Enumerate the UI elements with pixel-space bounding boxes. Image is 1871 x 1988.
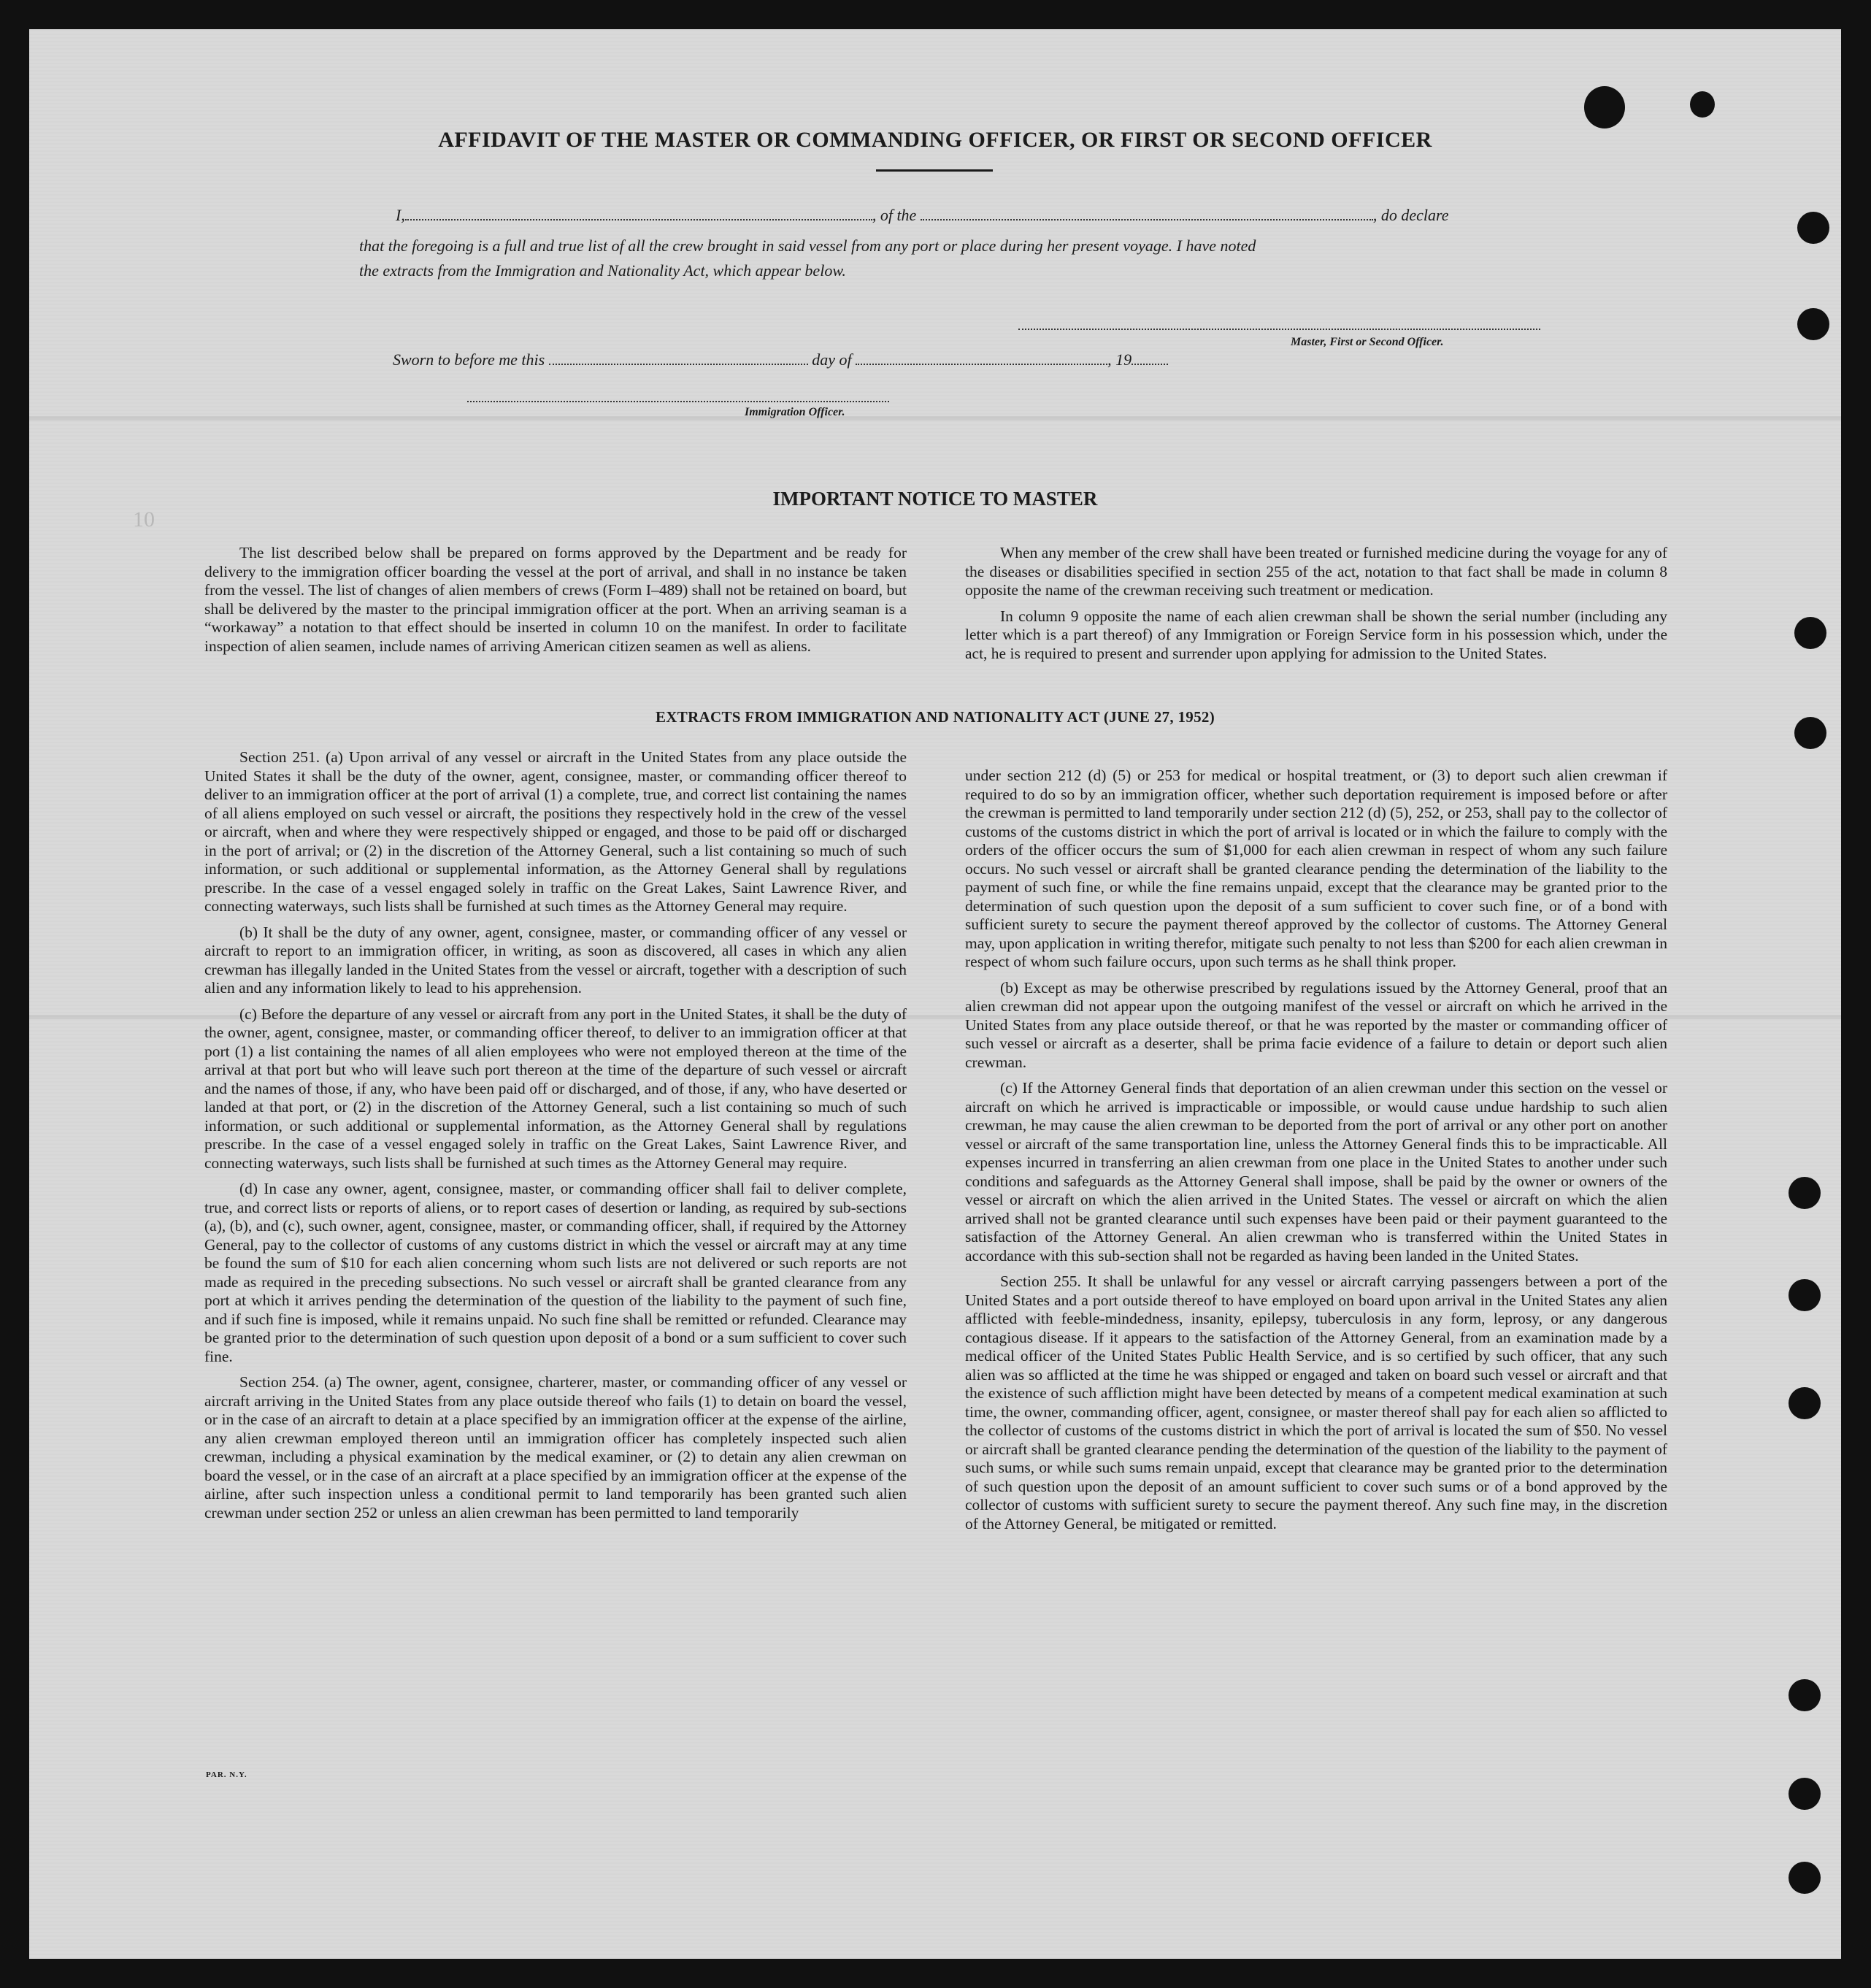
punch-hole bbox=[1797, 308, 1829, 340]
name-blank bbox=[405, 206, 872, 220]
notice-title: IMPORTANT NOTICE TO MASTER bbox=[772, 488, 1098, 510]
declaration-i: I, bbox=[396, 206, 405, 224]
declaration-line-2: that the foregoing is a full and true list of all the crew brought in said vessel from any port or place during her present voyage. I have noted bbox=[359, 237, 1256, 255]
statute-paragraph: (d) In case any owner, agent, consignee, master, or commanding officer shall fail to deliver complete, true, and correct lists or reports of aliens, or to report cases of desertion or landing, as required by sub-sections (a), (b), and (c), such owner, agent, consignee, master, or commanding officer, shall, if required by the Attorney General, pay to the collector of customs of any customs district in which the vessel or aircraft may at any time be found the sum of $10 for each alien concerning whom such lists are not delivered or such reports are not made as required in the preceding subsections. No such vessel or aircraft shall be granted clearance from any port at which it arrives pending the determination of the question of the liability to the payment of such fine, and if such fine is imposed, while it remains unpaid. No such fine shall be remitted or refunded. Clearance may be granted prior to the determination of such question upon deposit of a bond or a sum sufficient to cover such fine. bbox=[204, 1180, 907, 1365]
statute-paragraph: under section 212 (d) (5) or 253 for medical or hospital treatment, or (3) to deport such alien crewman if required to do so by an immigration officer, whether such deportation requirement is imposed before or after the crewman is permitted to land temporarily under section 212 (d) (5), 252, or 253, shall pay to the collector of customs of the customs district in which the port of arrival is located or in which the failure to comply with the orders of the officer occurs the sum of $1,000 for each alien crewman in respect of whom any such failure occurs. No such vessel or aircraft shall be granted clearance pending the determination of the liability to the payment of such fine, or while the fine remains unpaid, except that the clearance may be granted prior to the determination of such question upon the deposit of a sum sufficient to cover such fine, or of a bond with sufficient surety to secure the payment thereof approved by the collector of customs. The Attorney General may, upon application in writing therefor, mitigate such penalty to not less than $200 for each alien crewman in respect of whom such failure occurs, upon such terms as he shall think proper. bbox=[965, 767, 1667, 970]
extracts-right-column bbox=[965, 767, 1667, 1540]
vessel-blank bbox=[921, 206, 1373, 220]
title-rule bbox=[876, 169, 993, 172]
notice-right-column bbox=[965, 544, 1667, 670]
punch-hole bbox=[1789, 1862, 1821, 1894]
declaration-line-1 bbox=[396, 206, 1448, 225]
notice-paragraph: When any member of the crew shall have been treated or furnished medicine during the voyage for any of the diseases or disabilities specified in section 255 of the act, notation to that fact shall be made in column 8 opposite the name of the crewman receiving such treatment or medication. bbox=[965, 544, 1667, 599]
sworn-date-blank bbox=[549, 350, 808, 365]
fold-crease bbox=[29, 416, 1841, 421]
statute-paragraph: Section 255. It shall be unlawful for any vessel or aircraft carrying passengers between a port of the United States and a port outside thereof to have employed on board upon arrival in the United States any alien afflicted with feeble-mindedness, insanity, epilepsy, tuberculosis in any form, leprosy, or any dangerous contagious disease. If it appears to the satisfaction of the Attorney General, from an examination made by a medical officer of the United States Public Health Service, and is so certified by such officer, that any such alien was so afflicted at the time he was shipped or engaged and taken on board such vessel or aircraft and that the existence of such affliction might have been detected by means of a competent medical examination at such time, the owner, commanding officer, agent, consignee, or master thereof shall pay for each alien so afflicted to the collector of customs of the customs district in which the port of arrival is located the sum of $50. No vessel or aircraft shall be granted clearance pending the determination of the question of the liability to the payment of such sums, or while such sums remain unpaid, except that clearance may be granted prior to the determination of such question upon the deposit of an amount sufficient to cover such sums or of a bond approved by the collector of customs with sufficient surety to secure the payment thereof. Any such fine may, in the discretion of the Attorney General, be mitigated or remitted. bbox=[965, 1273, 1667, 1532]
statute-paragraph: Section 251. (a) Upon arrival of any vessel or aircraft in the United States from any place outside the United States it shall be the duty of the owner, agent, consignee, master, or commanding officer thereof to deliver to an immigration officer at the port of arrival (1) a complete, true, and correct list containing the names of all aliens employed on such vessel or aircraft, the positions they respectively hold in the crew of the vessel or aircraft, when and where they were respectively shipped or engaged, and those to be paid off or discharged in the port of arrival; or (2) in the discretion of the Attorney General, such a list containing so much of such information, or such additional or supplemental information, as the Attorney General shall by regulations prescribe. In the case of a vessel engaged solely in traffic on the Great Lakes, Saint Lawrence River, and connecting waterways, such lists shall be furnished at such times as the Attorney General may require. bbox=[204, 748, 907, 915]
extracts-title: EXTRACTS FROM IMMIGRATION AND NATIONALITY ACT (JUNE 27, 1952) bbox=[656, 708, 1215, 726]
punch-hole bbox=[1789, 1387, 1821, 1419]
punch-hole bbox=[1789, 1778, 1821, 1810]
statute-paragraph: (c) If the Attorney General finds that deportation of an alien crewman under this section on the vessel or aircraft on which he arrived is impracticable or impossible, or would cause undue hardship to such alien crewman, he may cause the alien crewman to be deported from the port of arrival or any other port on another vessel or aircraft of the same transportation line, unless the Attorney General finds this to be impracticable. All expenses incurred in transferring an alien crewman from one place in the United States to another under such conditions and safeguards as the Attorney General shall impose, shall be paid by the owner or owners of the vessel or aircraft on which the alien arrived in the United States. The vessel or aircraft on which the alien arrived shall not be granted clearance until such expenses have been paid or their payment guaranteed to the satisfaction of the Attorney General. An alien crewman who is transferred within the United States in accordance with this sub-section shall not be regarded as having been landed in the United States. bbox=[965, 1079, 1667, 1264]
statute-paragraph: (b) It shall be the duty of any owner, agent, consignee, master, or commanding officer of any vessel or aircraft to report to an immigration officer, in writing, as soon as discovered, all cases in which any alien crewman has illegally landed in the United States from the vessel or aircraft, together with a description of such alien and any information likely to lead to his apprehension. bbox=[204, 923, 907, 997]
punch-hole bbox=[1789, 1177, 1821, 1209]
ink-blot bbox=[1690, 91, 1715, 118]
extracts-left-column bbox=[204, 748, 907, 1530]
statute-paragraph: Section 254. (a) The owner, agent, consignee, charterer, master, or commanding officer of any vessel or aircraft arriving in the United States from any place outside thereof who fails (1) to detain on board the vessel, or in the case of an aircraft to detain at a place specified by an immigration officer at the expense of the airline, any alien crewman employed thereon until an immigration officer has completely inspected such alien crewman, including a physical examination by the medical examiner, or (2) to detain any alien crewman on board the vessel, or in the case of an aircraft at a place specified by an immigration officer at the expense of the airline, after such inspection unless a conditional permit to land temporarily has been granted such alien crewman under section 252 or unless an alien crewman has been permitted to land temporarily bbox=[204, 1373, 907, 1521]
sworn-day-of: day of bbox=[812, 350, 852, 369]
document-page bbox=[29, 29, 1841, 1959]
officer-signature-line bbox=[467, 401, 889, 402]
printer-mark: PAR. N.Y. bbox=[206, 1770, 247, 1779]
sworn-line bbox=[393, 350, 1168, 369]
punch-hole bbox=[1797, 212, 1829, 244]
notice-paragraph: The list described below shall be prepared on forms approved by the Department and be ready for delivery to the immigration officer boarding the vessel at the port of arrival, and shall in no instance be taken from the vessel. The list of changes of alien members of crews (Form I–489) shall not be retained on board, but shall be delivered by the master to the principal immigration officer at the port. When an arriving seaman is a “workaway” a notation to that effect should be inserted in column 10 on the manifest. In order to facilitate inspection of alien seamen, include names of arriving American citizen seamen as well as aliens. bbox=[204, 544, 907, 655]
punch-hole bbox=[1794, 617, 1826, 649]
margin-mark: 10 bbox=[133, 507, 155, 531]
statute-paragraph: (b) Except as may be otherwise prescribed by regulations issued by the Attorney General, proof that an alien crewman did not appear upon the outgoing manifest of the vessel or aircraft on which he arrived in the United States from any place outside thereof, or that he was reported by the master or commanding officer of such vessel or aircraft as a deserter, shall be prima facie evidence of a failure to detain or deport such alien crewman. bbox=[965, 978, 1667, 1071]
sworn-prefix: Sworn to before me this bbox=[393, 350, 545, 369]
sworn-year: , 19 bbox=[1107, 350, 1132, 369]
affidavit-title: AFFIDAVIT OF THE MASTER OR COMMANDING OFFICER, OR FIRST OR SECOND OFFICER bbox=[438, 128, 1432, 152]
sworn-month-blank bbox=[856, 350, 1107, 365]
notice-left-column bbox=[204, 544, 907, 663]
declaration-do-declare: , do declare bbox=[1372, 206, 1449, 224]
sworn-year-blank bbox=[1132, 350, 1168, 365]
master-signature-line bbox=[1018, 329, 1540, 330]
punch-hole bbox=[1789, 1279, 1821, 1311]
officer-signature-caption: Immigration Officer. bbox=[745, 406, 845, 418]
punch-hole bbox=[1789, 1679, 1821, 1711]
master-signature-caption: Master, First or Second Officer. bbox=[1291, 336, 1444, 348]
declaration-of-the: , of the bbox=[872, 206, 917, 224]
ink-blot bbox=[1584, 86, 1625, 128]
declaration-line-3: the extracts from the Immigration and Nationality Act, which appear below. bbox=[359, 261, 846, 280]
statute-paragraph: (c) Before the departure of any vessel or aircraft from any port in the United States, it shall be the duty of the owner, agent, consignee, master, or commanding officer thereof, to deliver to an immigration officer at that port (1) a list containing the names of all alien employees who were not employed thereon at the time of the arrival at that port but who will leave such port thereon at the time of the departure of such vessel or aircraft and the names of those, if any, who have been paid off or discharged, and of those, if any, who have deserted or landed at that port, or (2) in the discretion of the Attorney General, such a list containing so much of such information, or such additional or supplemental information, as the Attorney General shall by regulations prescribe. In the case of a vessel engaged solely in traffic on the Great Lakes, Saint Lawrence River, and connecting waterways, such lists shall be furnished at such times as the Attorney General may require. bbox=[204, 1005, 907, 1172]
notice-paragraph: In column 9 opposite the name of each alien crewman shall be shown the serial number (including any letter which is a part thereof) of any Immigration or Foreign Service form in his possession which, under the act, he is required to present and surrender upon applying for admission to the United States. bbox=[965, 607, 1667, 662]
